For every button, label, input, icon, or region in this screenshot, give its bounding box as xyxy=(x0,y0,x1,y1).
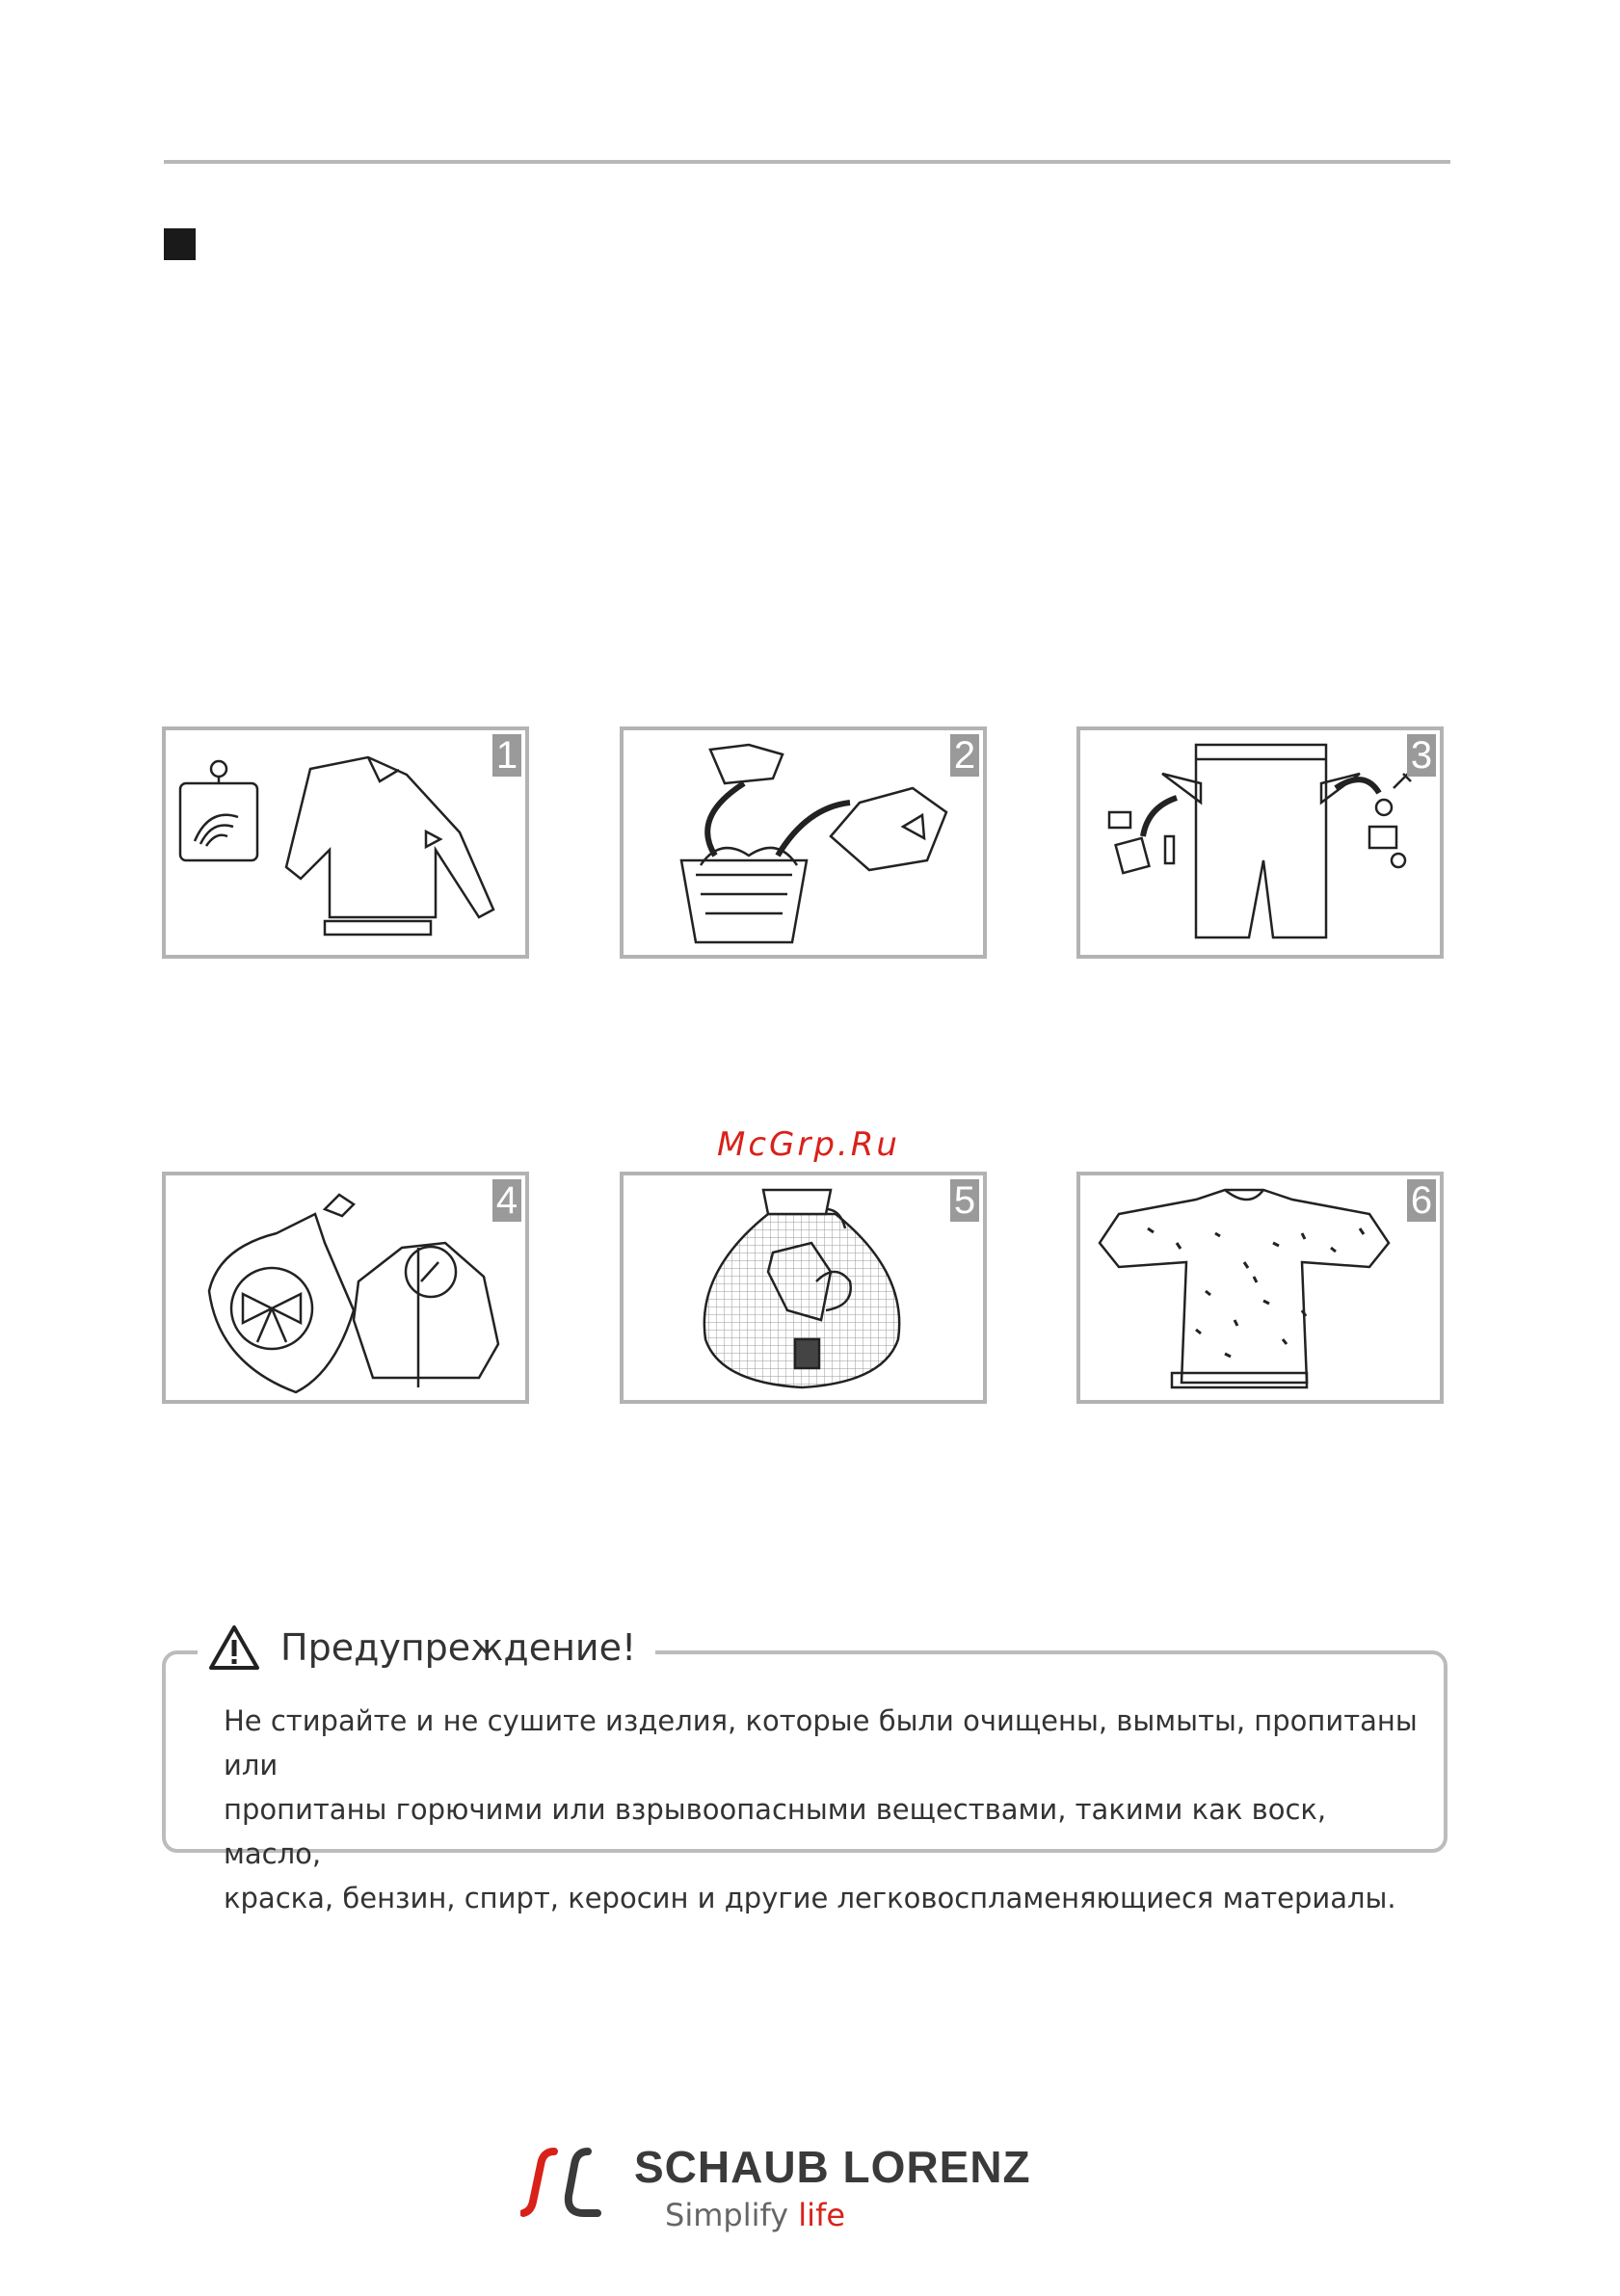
illustration-panel-6 xyxy=(1076,1172,1444,1404)
panel-number: 1 xyxy=(492,734,521,777)
warning-header xyxy=(198,1619,655,1676)
panel-number: 5 xyxy=(950,1179,979,1222)
panel-number: 6 xyxy=(1407,1179,1436,1222)
panel-number: 3 xyxy=(1407,734,1436,777)
illustration-panel-2 xyxy=(620,726,987,959)
illustration-panel-4 xyxy=(162,1172,529,1404)
pockets-illustration xyxy=(1080,730,1440,955)
illustration-panel-3 xyxy=(1076,726,1444,959)
illustration-panel-5 xyxy=(620,1172,987,1404)
warning-line: пропитаны горючими или взрывоопасными веществами, такими как воск, масло, xyxy=(224,1793,1327,1870)
watermark: McGrp.Ru xyxy=(717,1125,900,1164)
laundry-sorting-illustration xyxy=(624,730,983,955)
panel-number: 4 xyxy=(492,1179,521,1222)
warning-title: Предупреждение! xyxy=(280,1626,637,1669)
illustration-panel-1 xyxy=(162,726,529,959)
warning-text xyxy=(224,1699,1428,1920)
section-marker xyxy=(164,228,196,260)
brand-tagline-accent: life xyxy=(798,2197,846,2233)
brand-logo-mark xyxy=(520,2144,617,2221)
laundry-bag-illustration xyxy=(624,1175,983,1400)
top-rule xyxy=(164,160,1450,164)
warning-line: краска, бензин, спирт, керосин и другие легковоспламеняющиеся материалы. xyxy=(224,1882,1396,1914)
warning-line: Не стирайте и не сушите изделия, которые были очищены, вымыты, пропитаны или xyxy=(224,1704,1418,1781)
warning-triangle-icon xyxy=(207,1623,261,1672)
panel-number: 2 xyxy=(950,734,979,777)
brand-name: SCHAUB LORENZ xyxy=(634,2142,1031,2192)
sweater-label-illustration xyxy=(166,730,525,955)
brand-tagline-main: Simplify xyxy=(665,2197,789,2233)
strings-zipper-illustration xyxy=(166,1175,525,1400)
garment-shake-illustration xyxy=(1080,1175,1440,1400)
brand-tagline xyxy=(665,2197,845,2233)
